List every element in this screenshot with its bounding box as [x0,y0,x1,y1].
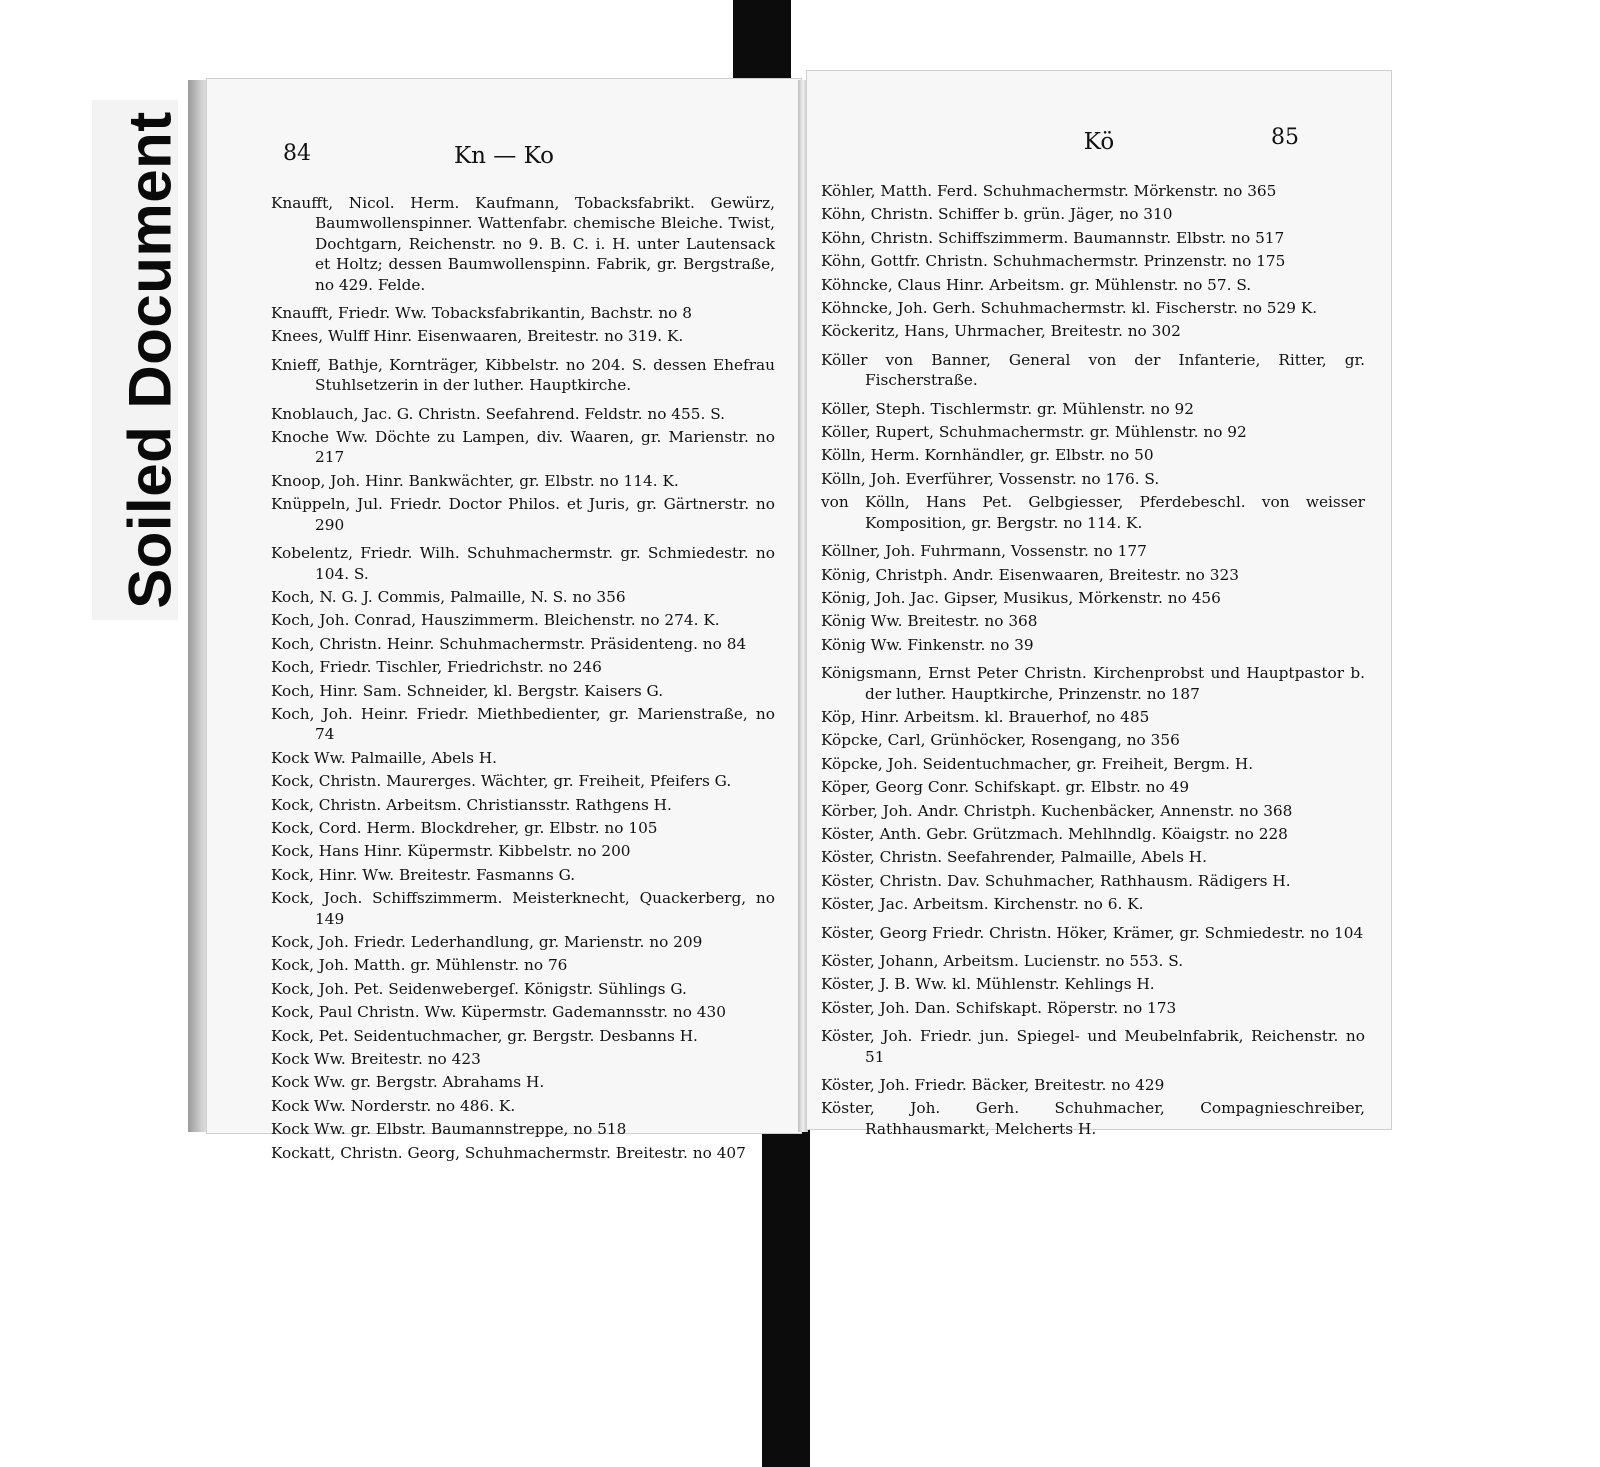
directory-entries [271,193,775,1166]
entry: Knoblauch, Jac. G. Christn. Seefahrend. Feldstr. no 455. S. [271,404,726,423]
entry: Köpcke, Joh. Seidentuchmacher, gr. Freiheit, Bergm. H. [821,754,1254,773]
entry: Kock Ww. gr. Bergstr. Abrahams H. [271,1073,545,1092]
entry: Körber, Joh. Andr. Christph. Kuchenbäcker, Annenstr. no 368 [821,801,1293,820]
entry: Kockatt, Christn. Georg, Schuhmachermstr. Breitestr. no 407 [271,1143,746,1162]
entry: Köhn, Christn. Schiffszimmerm. Baumannstr. Elbstr. no 517 [821,228,1285,247]
entry: Kock Ww. Palmaille, Abels H. [271,748,498,767]
entry: Köster, Christn. Dav. Schuhmacher, Rathhausm. Rädigers H. [821,871,1291,890]
entry: Köper, Georg Conr. Schifskapt. gr. Elbstr. no 49 [821,778,1190,797]
entry: Kock, Pet. Seidentuchmacher, gr. Bergstr. Desbanns H. [271,1026,698,1045]
entry: Koch, Friedr. Tischler, Friedrichstr. no 246 [271,658,602,677]
entry: Köpcke, Carl, Grünhöcker, Rosengang, no 356 [821,731,1180,750]
entry: Kock Ww. Norderstr. no 486. K. [271,1096,516,1115]
entry: Köhn, Christn. Schiffer b. grün. Jäger, no 310 [821,205,1173,224]
entry: Knoche Ww. Döchte zu Lampen, div. Waaren, gr. Marienstr. no 217 [271,428,775,467]
right-page [806,70,1392,1138]
entry: Kock, Christn. Maurerges. Wächter, gr. Freiheit, Pfeifers G. [271,772,732,791]
entry: Königsmann, Ernst Peter Christn. Kirchenprobst und Hauptpastor b. der luther. Hauptkirche, Prinzenstr. no 187 [821,664,1365,703]
binding-strip-top [733,0,791,90]
entry: Kock, Joh. Pet. Seidenwebergeſ. Königstr. Sühlings G. [271,979,687,998]
entry: Kock, Joch. Schiffszimmerm. Meisterknecht, Quackerberg, no 149 [271,889,775,928]
entry: Koch, Hinr. Sam. Schneider, kl. Bergstr. Kaisers G. [271,681,664,700]
entry: Köhncke, Claus Hinr. Arbeitsm. gr. Mühlenstr. no 57. S. [821,275,1252,294]
entry: König Ww. Breitestr. no 368 [821,612,1038,631]
entry: Knaufft, Friedr. Ww. Tobacksfabrikantin, Bachstr. no 8 [271,304,692,323]
left-page [206,78,802,1162]
entry: Köp, Hinr. Arbeitsm. kl. Brauerhof, no 485 [821,707,1150,726]
entry: Köhn, Gottfr. Christn. Schuhmachermstr. Prinzenstr. no 175 [821,252,1286,271]
running-head: Kö [1083,129,1115,155]
entry: Kock Ww. gr. Elbstr. Baumannstreppe, no 518 [271,1120,627,1139]
entry: Kock Ww. Breitestr. no 423 [271,1050,481,1069]
entry: Köster, Anth. Gebr. Grützmach. Mehlhndlg. Köaigstr. no 228 [821,824,1288,843]
entry: von Kölln, Hans Pet. Gelbgiesser, Pferdebeschl. von weisser Komposition, gr. Bergstr. no 114. K. [821,493,1365,532]
entry: Knieff, Bathje, Kornträger, Kibbelstr. no 204. S. dessen Ehefrau Stuhlsetzerin in der luther. Hauptkirche. [271,355,775,395]
entry: König, Christph. Andr. Eisenwaaren, Breitestr. no 323 [821,565,1239,584]
entry: Köller, Steph. Tischlermstr. gr. Mühlenstr. no 92 [821,399,1195,418]
entry: Kölln, Herm. Kornhändler, gr. Elbstr. no 50 [821,446,1154,465]
entry: König Ww. Finkenstr. no 39 [821,635,1034,654]
page-number: 84 [283,141,311,166]
entry: Köllner, Joh. Fuhrmann, Vossenstr. no 177 [821,542,1147,561]
entry: Knaufft, Nicol. Herm. Kaufmann, Tobacksfabrikt. Gewürz, Baumwollenspinner. Wattenfabr. chemische Bleiche. Twist, Dochtgarn, Reichenstr. no 9. B. C. i. H. unter Lautensack et Holtz; dessen Baumwollenspinn. Fabrik, gr. Bergstraße, no 429. Felde. [271,194,775,294]
directory-entries [821,181,1365,1142]
page-number: 85 [1271,125,1299,150]
entry: Kobelentz, Friedr. Wilh. Schuhmachermstr. gr. Schmiedestr. no 104. S. [271,544,775,583]
entry: Köster, Jac. Arbeitsm. Kirchenstr. no 6. K. [821,895,1144,914]
entry: Knoop, Joh. Hinr. Bankwächter, gr. Elbstr. no 114. K. [271,471,679,490]
entry: Koch, Christn. Heinr. Schuhmachermstr. Präsidenteng. no 84 [271,634,747,653]
entry: Knees, Wulff Hinr. Eisenwaaren, Breitestr. no 319. K. [271,327,684,346]
entry: Köster, Joh. Friedr. Bäcker, Breitestr. no 429 [821,1076,1165,1095]
soiled-document-stamp: Soiled Document [116,111,184,609]
entry: Kock, Joh. Matth. gr. Mühlenstr. no 76 [271,956,568,975]
entry: Köhncke, Joh. Gerh. Schuhmachermstr. kl. Fischerstr. no 529 K. [821,299,1318,318]
entry: Köster, Joh. Gerh. Schuhmacher, Compagnieschreiber, Rathhausmarkt, Melcherts H. [821,1099,1365,1138]
binding-strip-bottom [762,1125,810,1467]
entry: Kock, Joh. Friedr. Lederhandlung, gr. Marienstr. no 209 [271,933,703,951]
entry: Köster, Johann, Arbeitsm. Lucienstr. no 553. S. [821,952,1184,970]
entry: Köhler, Matth. Ferd. Schuhmachermstr. Mörkenstr. no 365 [821,182,1277,200]
entry: Kock, Paul Christn. Ww. Küpermstr. Gademannsstr. no 430 [271,1003,726,1022]
entry: Knüppeln, Jul. Friedr. Doctor Philos. et Juris, gr. Gärtnerstr. no 290 [271,495,775,534]
entry: Koch, Joh. Heinr. Friedr. Miethbedienter, gr. Marienstraße, no 74 [271,704,775,744]
entry: Köller von Banner, General von der Infanterie, Ritter, gr. Fischerstraße. [821,350,1365,390]
entry: Kock, Hinr. Ww. Breitestr. Fasmanns G. [271,865,576,884]
entry: König, Joh. Jac. Gipser, Musikus, Mörkenstr. no 456 [821,588,1221,607]
entry: Köller, Rupert, Schuhmachermstr. gr. Mühlenstr. no 92 [821,423,1247,442]
running-head: Kn — Ko [453,143,555,169]
entry: Köster, Joh. Friedr. jun. Spiegel- und Meubelnfabrik, Reichenstr. no 51 [821,1027,1365,1066]
entry: Koch, Joh. Conrad, Hauszimmerm. Bleichenstr. no 274. K. [271,611,720,630]
entry: Köster, J. B. Ww. kl. Mühlenstr. Kehlings H. [821,975,1155,994]
entry: Köckeritz, Hans, Uhrmacher, Breitestr. no 302 [821,322,1181,341]
entry: Köster, Georg Friedr. Christn. Höker, Krämer, gr. Schmiedestr. no 104 [821,923,1364,942]
entry: Kock, Christn. Arbeitsm. Christiansstr. Rathgens H. [271,795,672,814]
entry: Kock, Hans Hinr. Küpermstr. Kibbelstr. no 200 [271,842,631,861]
entry: Kock, Cord. Herm. Blockdreher, gr. Elbstr. no 105 [271,818,658,837]
entry: Köster, Joh. Dan. Schifskapt. Röperstr. no 173 [821,998,1177,1017]
entry: Koch, N. G. J. Commis, Palmaille, N. S. no 356 [271,587,626,606]
entry: Köster, Christn. Seefahrender, Palmaille, Abels H. [821,848,1207,867]
entry: Kölln, Joh. Everführer, Vossenstr. no 176. S. [821,469,1160,488]
